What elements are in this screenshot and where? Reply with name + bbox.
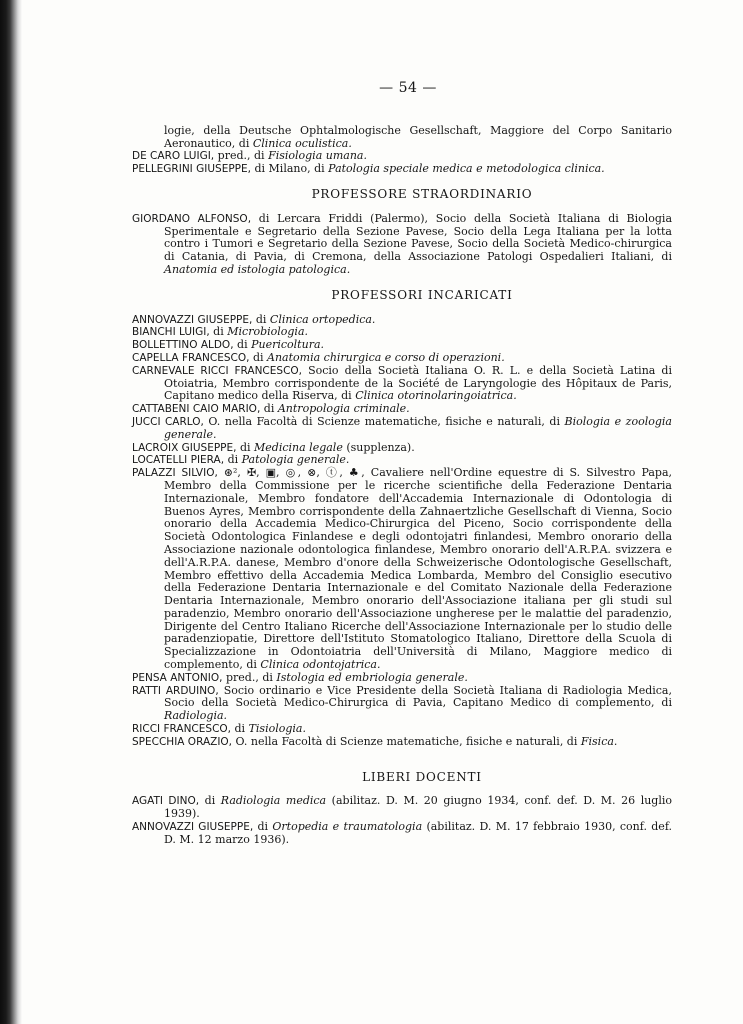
entry-text: di [231,722,249,736]
entry-text: Socio della Società Italiana O. R. L. e della Società Latina di Otoiatria, Membro corrispondente de la Société de Laryngologie des Hôpitaux de Paris, Capitano medico della Riserva, di [164,363,672,403]
entry-text: di [209,325,228,339]
entry-text: ⊛², ✠, ▣, ◎, ⊗, ⓣ, ♣, Cavaliere nell'Ordine equestre di S. Silvestro Papa, Membro della Commissione per le ricerche scientifiche della Federazione Dentaria Internazionale, Membro fondatore dell'Accademia Internazionale di Odontologia di Buenos Ayres, Membro corrispondente della Zahnaertzliche Gesellschaft di Vienna, Socio onorario della Accademia Medico-Chirurgica del Piceno, Socio corrispondente della Società Odontologica Finlandese e degli odontojatri finlandesi, Membro onorario della Associazione nazionale odontologica finlandese, Membro onorario dell'A.R.P.A. svizzera e dell'A.R.P.A. danese, Membro d'onore della Schweizerische Odontologische Gesellschaft, Membro effettivo della Accademia Medica Lombarda, Membro del Consiglio esecutivo della Federazione Dentaria Internazionale e del Comitato Nazionale della Federazione Dentaria Internazionale, Membro onorario dell'Associazione italiana per gli studi sul paradenzio, Membro onorario dell'Associazione ungherese per le malattie del paradenzio, Dirigente del Centro Italiano Ricerche dell'Associazione Internazionale per lo studio delle paradenziopatie, Direttore dell'Istituto Stomatologico Italiano, Direttore della Scuola di Specializzazione in Odontoiatria dell'Università di Milano, Maggiore medico di complemento, di [164,466,673,672]
entry-name: DE CARO LUIGI, [132,150,215,163]
entry-name: LOCATELLI PIERA, [132,454,225,467]
entry-subject: Istologia ed embriologia generale. [276,670,468,684]
faculty-entry [132,213,672,277]
liberi-docenti-list [132,795,672,846]
entry-text: di Milano, di [250,162,329,176]
heading-liberi-docenti: LIBERI DOCENTI [362,769,482,784]
entry-subject: Radiologia medica [220,794,327,808]
faculty-entry [132,125,672,151]
page-number: — 54 — [379,80,437,96]
faculty-entry [132,685,672,723]
heading-professori-incaricati: PROFESSORI INCARICATI [331,287,513,302]
faculty-entry [132,416,672,442]
entry-note: (abilitaz. D. M. 20 giugno 1934, conf. def. D. M. 26 luglio 1939). [164,794,672,821]
entry-subject: Clinica odontojatrica. [260,658,381,672]
entry-name: GIORDANO ALFONSO, [132,212,252,225]
entry-text: O. nella Facoltà di Scienze matematiche, fisiche e naturali, di [232,734,581,748]
entry-name: BOLLETTINO ALDO, [132,339,234,352]
entry-subject: Clinica otorinolaringoiatrica. [355,389,517,403]
faculty-entry [132,365,672,403]
entry-subject: Microbiologia. [227,325,309,339]
faculty-entry [132,326,672,339]
entry-subject: Anatomia ed istologia patologica. [164,262,351,276]
entry-name: CATTABENI CAIO MARIO, [132,403,261,416]
entry-name: PELLEGRINI GIUSEPPE, [132,163,251,176]
book-binding-edge [0,0,22,1024]
continued-entries [132,125,672,176]
entry-name: SPECCHIA ORAZIO, [132,735,233,748]
entry-note: (supplenza). [342,440,415,454]
entry-text: Socio ordinario e Vice Presidente della Società Italiana di Radiologia Medica, Socio della Società Medico-Chirurgica di Pavia, Capitano Medico di complemento, di [164,683,672,710]
faculty-entry [132,442,672,455]
entry-subject: Antropologia criminale. [277,402,410,416]
entry-subject: Patologia generale. [241,453,350,467]
faculty-entry [132,163,672,176]
entry-subject: Anatomia chirurgica e corso di operazioni. [267,350,505,364]
heading-professore-straordinario: PROFESSORE STRAORDINARIO [311,186,533,201]
entry-name: RATTI ARDUINO, [132,684,219,697]
entry-text: di [249,350,268,364]
entry-note: (abilitaz. D. M. 17 febbraio 1930, conf. def. D. M. 12 marzo 1936). [164,820,672,846]
entry-text: pred., di [214,149,269,163]
entry-subject: Radiologia. [164,709,228,723]
straordinario-list [132,213,672,277]
entry-text: di [253,820,273,834]
incaricati-list [132,314,672,749]
faculty-entry [132,821,672,847]
entry-subject: Fisiologia umana. [268,149,367,163]
faculty-entry [132,736,672,749]
entry-text: di [233,338,252,352]
entry-text: logie, della Deutsche Ophtalmologische Gesellschaft, Maggiore del Corpo Sanitario Aeronautico, di [164,123,672,150]
entry-name: ANNOVAZZI GIUSEPPE, [132,313,253,326]
entry-text: di [236,440,255,454]
entry-name: RICCI FRANCESCO, [132,723,232,736]
entry-text: di [224,453,242,467]
entry-name: CAPELLA FRANCESCO, [132,351,250,364]
entry-subject: Clinica oculistica. [252,136,352,150]
entry-subject: Patologia speciale medica e metodologica clinica. [328,162,605,176]
entry-subject: Tisiologia. [248,722,306,736]
faculty-entry [132,795,672,821]
entry-text: di [260,402,278,416]
entry-name: BIANCHI LUIGI, [132,326,210,339]
entry-text: O. nella Facoltà di Scienze matematiche, fisiche e naturali, di [203,414,565,428]
entry-name: AGATI DINO, [132,795,200,808]
document-page [132,82,672,847]
entry-subject: Puericoltura. [251,338,325,352]
entry-name: PALAZZI SILVIO, [132,467,218,480]
entry-name: ANNOVAZZI GIUSEPPE, [132,821,254,834]
entry-name: LACROIX GIUSEPPE, [132,441,237,454]
entry-name: JUCCI CARLO, [132,415,204,428]
faculty-entry [132,467,672,672]
entry-subject: Biologia e zoologia generale. [164,414,672,441]
entry-text: di [252,312,270,326]
entry-name: PENSA ANTONIO, [132,671,223,684]
entry-subject: Medicina legale [254,440,343,454]
entry-name: CARNEVALE RICCI FRANCESCO, [132,364,302,377]
entry-subject: Clinica ortopedica. [269,312,376,326]
entry-subject: Fisica. [580,734,618,748]
entry-text: di Lercara Friddi (Palermo), Socio della Società Italiana di Biologia Sperimentale e Segretario della Sezione Pavese, Socio della Lega Italiana per la lotta contro i Tumori e Segretario della Sezione Pavese, Socio della Società Medico-chirurgica di Catania, di Pavia, di Cremona, della Associazione Patologi Ospedalieri Italiani, di [164,211,673,264]
entry-text: pred., di [222,670,277,684]
entry-subject: Ortopedia e traumatologia [272,820,423,834]
entry-text: di [199,794,221,808]
